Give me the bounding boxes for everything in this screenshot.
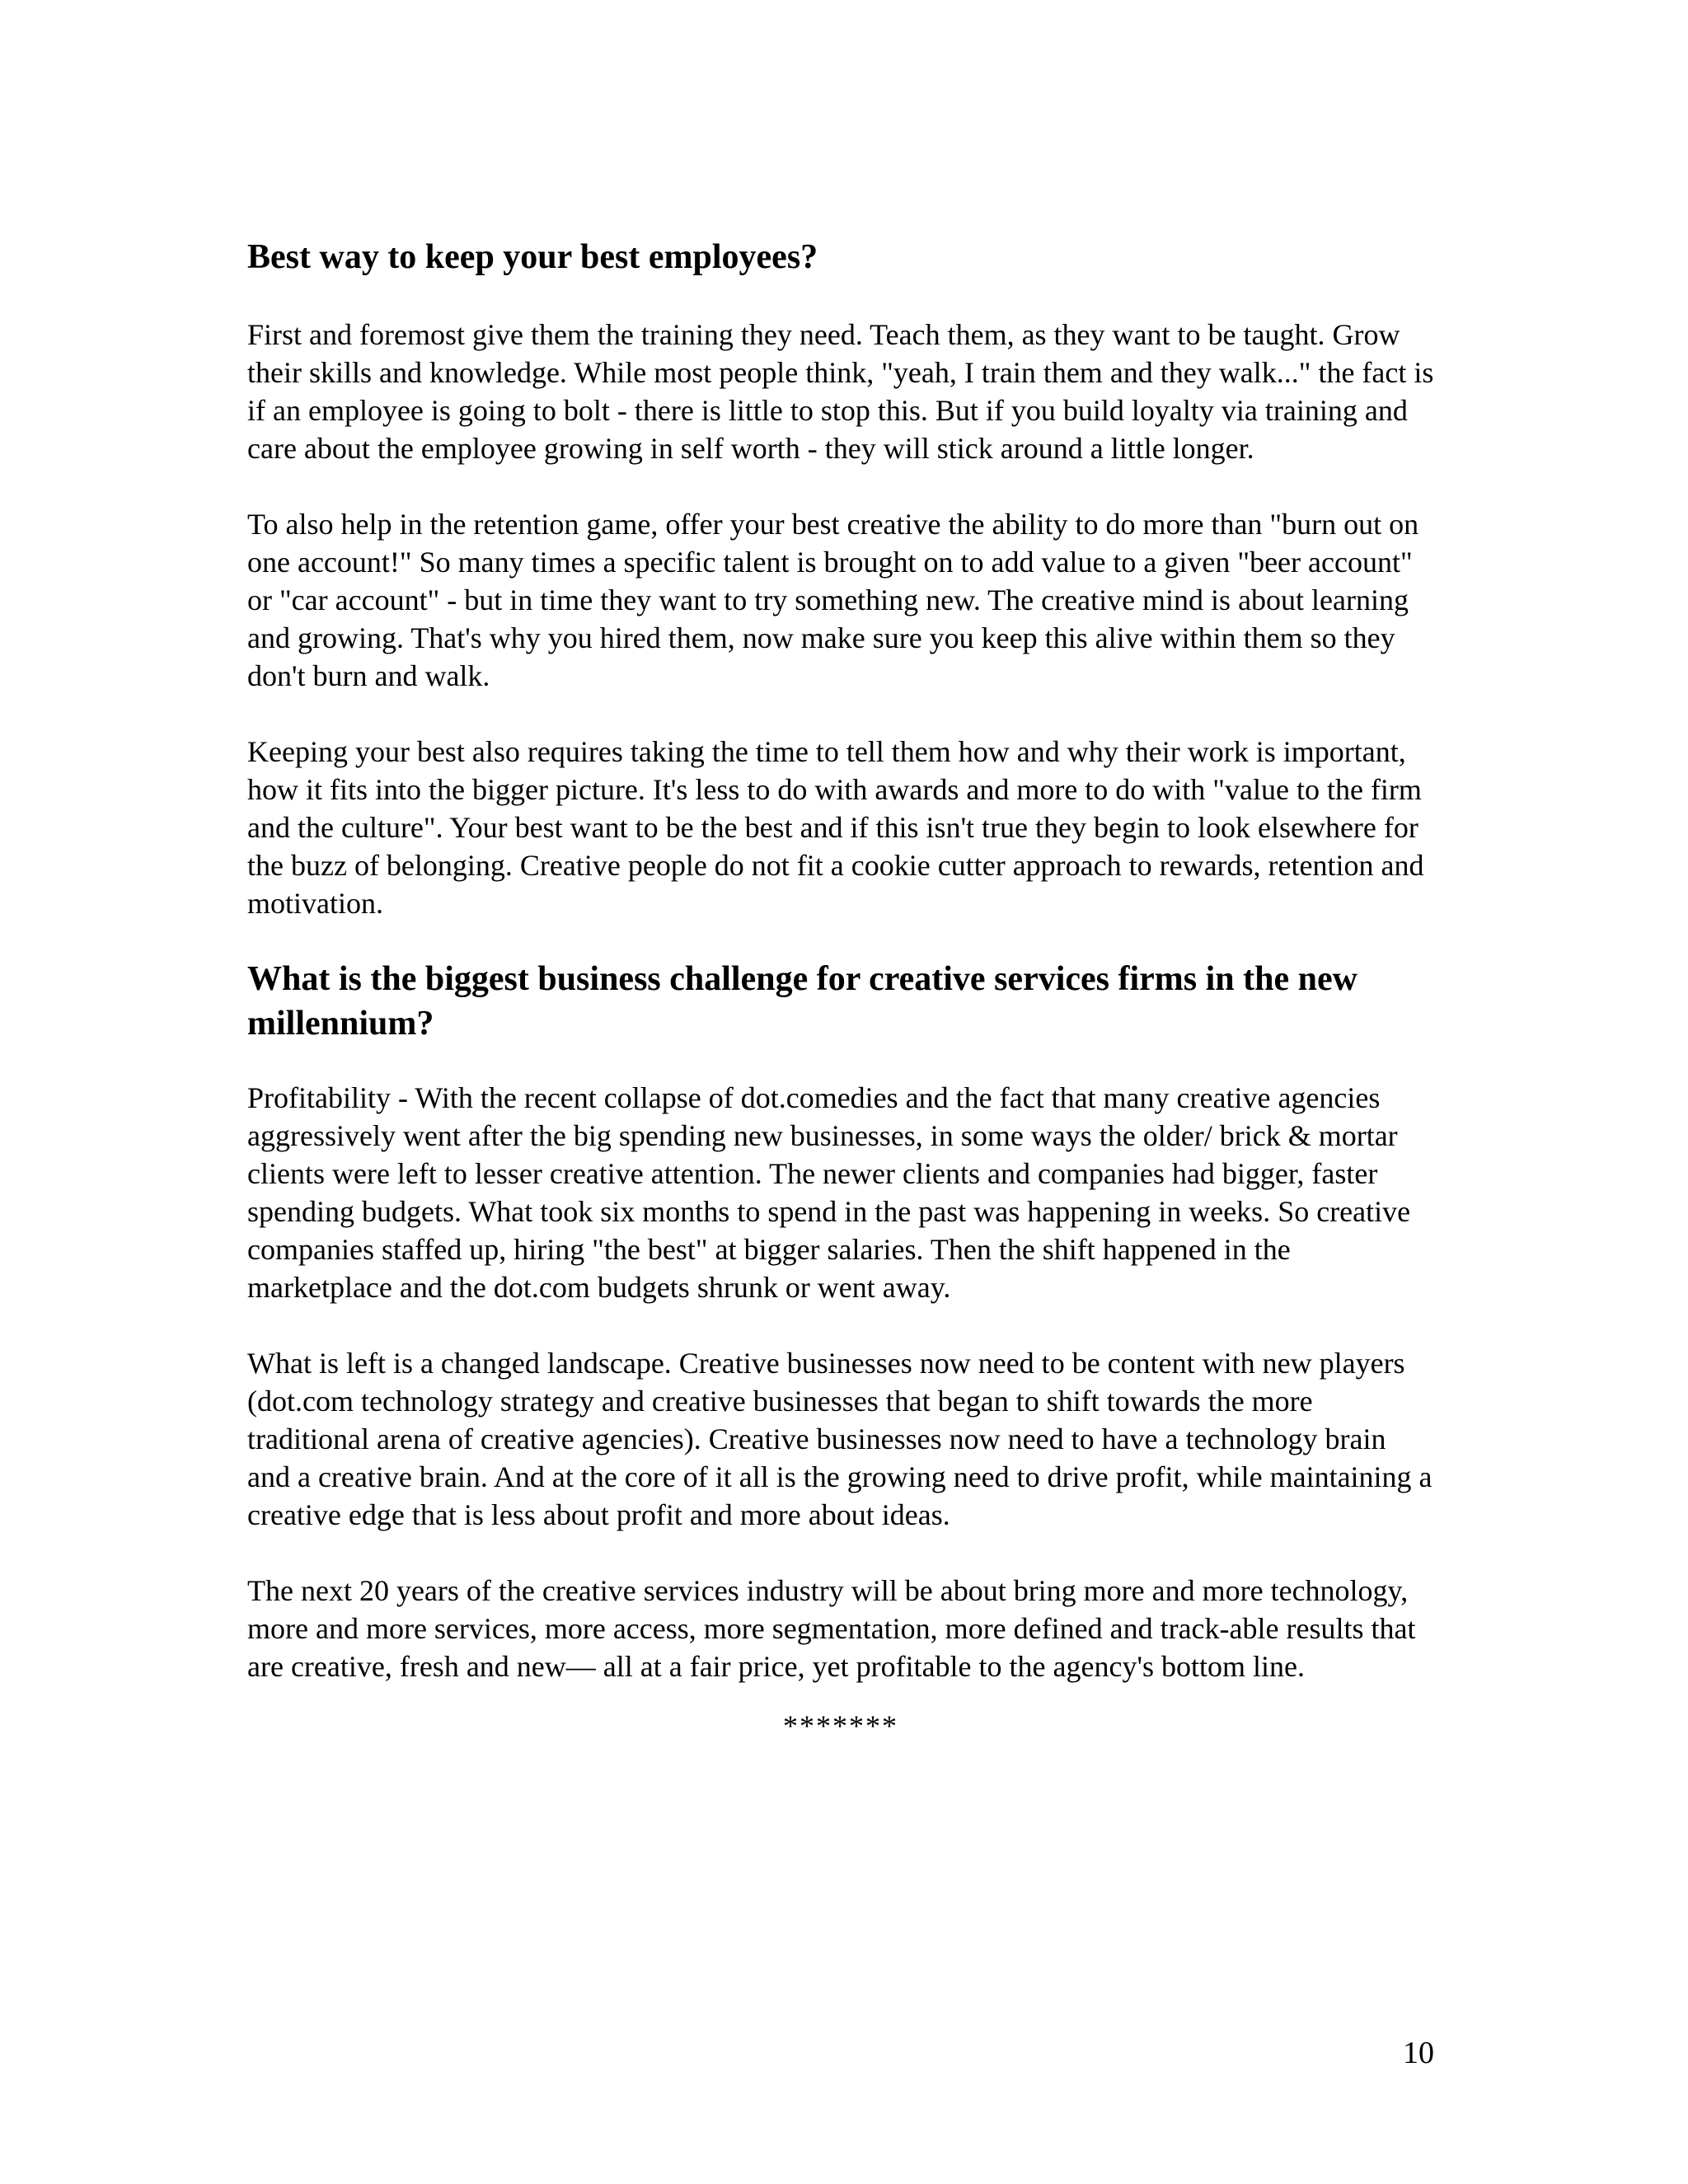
section-separator: ******* — [783, 1709, 898, 1742]
body-paragraph: What is left is a changed landscape. Creative businesses now need to be content with new players (dot.com technology strategy and creative businesses that began to shift towards the more traditional arena of creative agencies). Creative businesses now need to have a technology brain and a creative brain. And at the core of it all is the growing need to drive profit, while maintaining a creative edge that is less about profit and more about ideas. — [247, 1347, 1432, 1531]
page-number: 10 — [1403, 2036, 1434, 2070]
body-paragraph: To also help in the retention game, offer your best creative the ability to do more than "burn out on one account!" So many times a specific talent is brought on to add value to a given "beer account" or "car account" - but in time they want to try something new. The creative mind is about learning and growing. That's why you hired them, now make sure you keep this alive within them so they don't burn and walk. — [247, 508, 1419, 692]
body-paragraph: Profitability - With the recent collapse of dot.comedies and the fact that many creative agencies aggressively went after the big spending new businesses, in some ways the older/ brick & mortar clients were left to lesser creative attention. The newer clients and companies had bigger, faster spending budgets. What took six months to spend in the past was happening in weeks. So creative companies staffed up, hiring "the best" at bigger salaries. Then the shift happened in the marketplace and the dot.com budgets shrunk or went away. — [247, 1081, 1411, 1304]
document-body — [247, 235, 1434, 1745]
section-heading: Best way to keep your best employees? — [247, 238, 818, 276]
section-heading: What is the biggest business challenge for creative services firms in the new millennium? — [247, 960, 1357, 1043]
body-paragraph: First and foremost give them the training they need. Teach them, as they want to be taught. Grow their skills and knowledge. While most people think, "yeah, I train them and they walk..." the fact is if an employee is going to bolt - there is little to stop this. But if you build loyalty via training and care about the employee growing in self worth - they will stick around a little longer. — [247, 318, 1434, 465]
body-paragraph: The next 20 years of the creative services industry will be about bring more and more technology, more and more services, more access, more segmentation, more defined and track-able results that are creative, fresh and new— all at a fair price, yet profitable to the agency's bottom line. — [247, 1574, 1416, 1683]
body-paragraph: Keeping your best also requires taking the time to tell them how and why their work is important, how it fits into the bigger picture. It's less to do with awards and more to do with "value to the firm and the culture". Your best want to be the best and if this isn't true they begin to look elsewhere for the buzz of belonging. Creative people do not fit a cookie cutter approach to rewards, retention and motivation. — [247, 735, 1424, 920]
